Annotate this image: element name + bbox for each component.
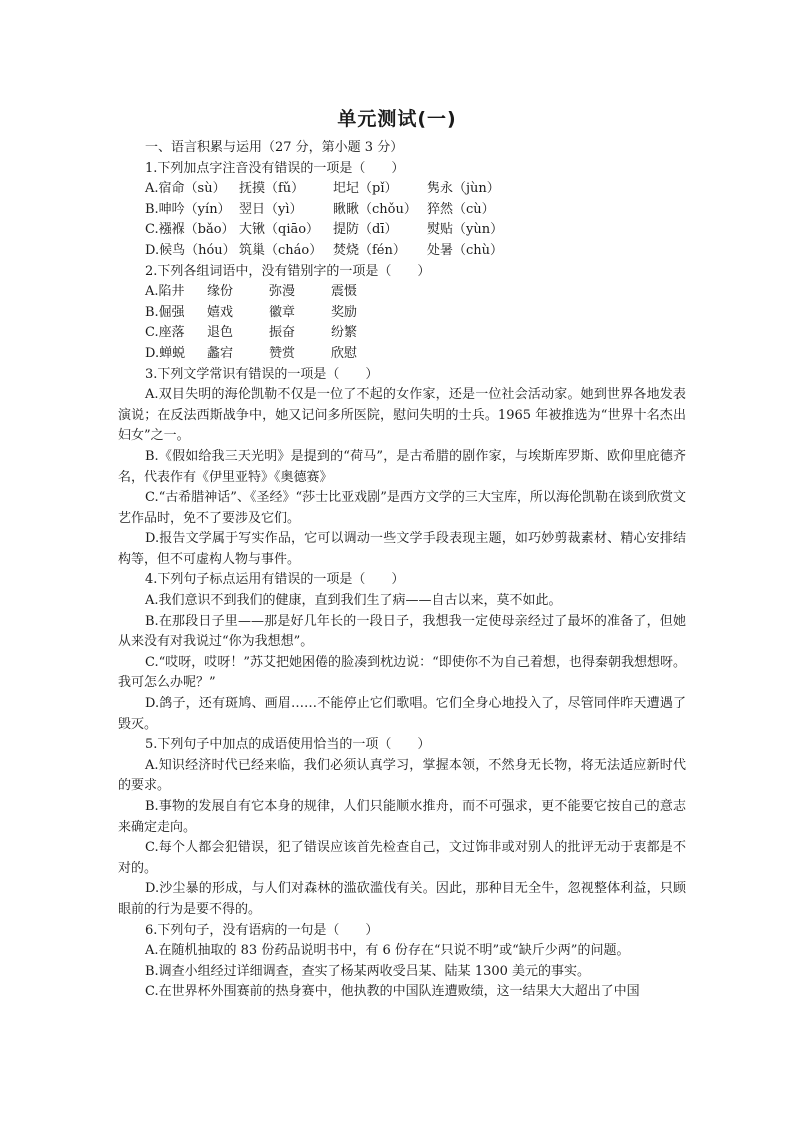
option-cell: 弥漫	[269, 284, 296, 300]
option-cell: 猝然（cù）	[427, 201, 495, 217]
option-cell: D.候鸟（hóu）	[145, 242, 236, 258]
option-cell: 纷繁	[331, 325, 358, 341]
question-6-option-c: C.在世界杯外围赛前的热身赛中，他执教的中国队连遭败绩，这一结果大大超出了中国	[145, 984, 640, 1000]
option-cell: 焚烧（fén）	[333, 242, 406, 258]
option-cell: 赞赏	[269, 345, 296, 361]
question-1-option-c	[118, 220, 686, 241]
question-1-option-d	[118, 241, 686, 262]
question-5-option-b: B.事物的发展自有它本身的规律，人们只能顺水推舟，而不可强求，更不能要它按自己的意志来确定走向。	[118, 799, 686, 835]
page-title: 单元测试(一)	[337, 108, 457, 130]
question-2-option-c	[118, 323, 686, 344]
question-3-stem: 3.下列文学常识有错误的一项是（ ）	[145, 366, 379, 382]
question-2-stem: 2.下列各组词语中，没有错别字的一项是（ ）	[145, 263, 431, 279]
question-6-stem: 6.下列句子，没有语病的一句是（ ）	[145, 922, 379, 938]
option-cell: B.呻吟（yín）	[145, 201, 231, 217]
section-heading: 一、语言积累与运用（27 分，第小题 3 分）	[145, 140, 404, 155]
question-1-option-a	[118, 179, 686, 200]
option-cell: 翌日（yì）	[239, 201, 303, 217]
option-cell: A.陷井	[145, 284, 185, 300]
question-6-option-b: B.调查小组经过详细调查，查实了杨某两收受吕某、陆某 1300 美元的事实。	[145, 963, 591, 979]
option-cell: 徽章	[269, 304, 296, 320]
option-cell: 缘份	[207, 284, 234, 300]
option-cell: 隽永（jùn）	[427, 181, 500, 197]
question-4-stem: 4.下列句子标点运用有错误的一项是（ ）	[145, 572, 405, 588]
question-5-option-c: C.每个人都会犯错误，犯了错误应该首先检查自己，文过饰非或对别人的批评无动于衷都是不对的。	[118, 840, 686, 876]
question-2-option-d	[118, 344, 686, 365]
option-cell: 抚摸（fǔ）	[239, 181, 305, 197]
question-3-option-b: B.《假如给我三天光明》是提到的“荷马”，是古希腊的剧作家，与埃斯库罗斯、欧仰里庇德齐名，代表作有《伊里亚特》《奥德赛》	[118, 448, 686, 485]
option-cell: 震慑	[331, 284, 358, 300]
question-5-stem: 5.下列句子中加点的成语使用恰当的一项（ ）	[145, 737, 431, 753]
question-5-option-a: A.知识经济时代已经来临，我们必须认真学习，掌握本领，不然身无长物，将无法适应新时代的要求。	[118, 757, 686, 794]
question-3-option-a: A.双目失明的海伦凯勒不仅是一位了不起的女作家，还是一位社会活动家。她到世界各地发表演说；在反法西斯战争中，她又记问多所医院，慰问失明的士兵。1965 年被推选为“世界十名杰出妇女”之一。	[118, 387, 686, 444]
option-cell: 提防（dī）	[333, 222, 398, 238]
option-cell: 欣慰	[331, 345, 358, 361]
option-cell: 圯圮（pǐ）	[333, 181, 398, 197]
exam-content	[118, 138, 686, 1003]
option-cell: 大锹（qiāo）	[239, 222, 320, 238]
question-4-option-c: C.“哎呀，哎呀！”苏艾把她困倦的脸凑到枕边说：“即使你不为自己着想，也得秦朝我想想呀。我可怎么办呢？”	[118, 654, 686, 691]
option-cell: 嬉戏	[207, 304, 234, 320]
question-3-option-c: C.“古希腊神话”、《圣经》“莎士比亚戏剧”是西方文学的三大宝库，所以海伦凯勒在谈到欣赏文艺作品时，免不了要涉及它们。	[118, 490, 686, 526]
question-4-option-a: A.我们意识不到我们的健康，直到我们生了病——自古以来，莫不如此。	[145, 593, 562, 609]
question-3-option-d: D.报告文学属于写实作品，它可以调动一些文学手段表现主题，如巧妙剪裁素材、精心安排结构等，但不可虚构人物与事件。	[118, 531, 686, 567]
option-cell: A.宿命（sù）	[145, 181, 226, 197]
option-cell: 蠡宕	[207, 345, 234, 361]
option-cell: C.座落	[145, 325, 185, 341]
question-5-option-d: D.沙尘暴的形成，与人们对森林的滥砍滥伐有关。因此，那种目无全牛，忽视整体利益，只顾眼前的行为是要不得的。	[118, 881, 686, 917]
option-cell: 振奋	[269, 325, 296, 341]
question-4-option-b: B.在那段日子里——那是好几年长的一段日子，我想我一定使母亲经过了最坏的准备了，但她从来没有对我说过“你为我想想”。	[118, 613, 686, 650]
question-2-option-a	[118, 282, 686, 303]
question-1-stem: 1.下列加点字注音没有错误的一项是（ ）	[145, 160, 405, 176]
question-4-option-d: D.鸽子，还有斑鸠、画眉……不能停止它们歌唱。它们全身心地投入了，尽管同伴昨天遭遇了毁灭。	[118, 696, 686, 732]
question-2-option-b	[118, 303, 686, 324]
option-cell: D.蝉蜕	[145, 345, 186, 361]
option-cell: 瞅瞅（chǒu）	[333, 201, 417, 217]
option-cell: 奖励	[331, 304, 358, 320]
question-1-option-b	[118, 200, 686, 221]
option-cell: 熨贴（yùn）	[427, 222, 504, 238]
option-cell: C.襁褓（bǎo）	[145, 222, 235, 238]
option-cell: 处暑（chù）	[427, 242, 504, 258]
option-cell: 退色	[207, 325, 234, 341]
option-cell: B.倔强	[145, 304, 185, 320]
question-6-option-a: A.在随机抽取的 83 份药品说明书中，有 6 份存在“只说不明”或“缺斤少两”的问题。	[145, 943, 630, 959]
option-cell: 筑巢（cháo）	[239, 242, 323, 258]
